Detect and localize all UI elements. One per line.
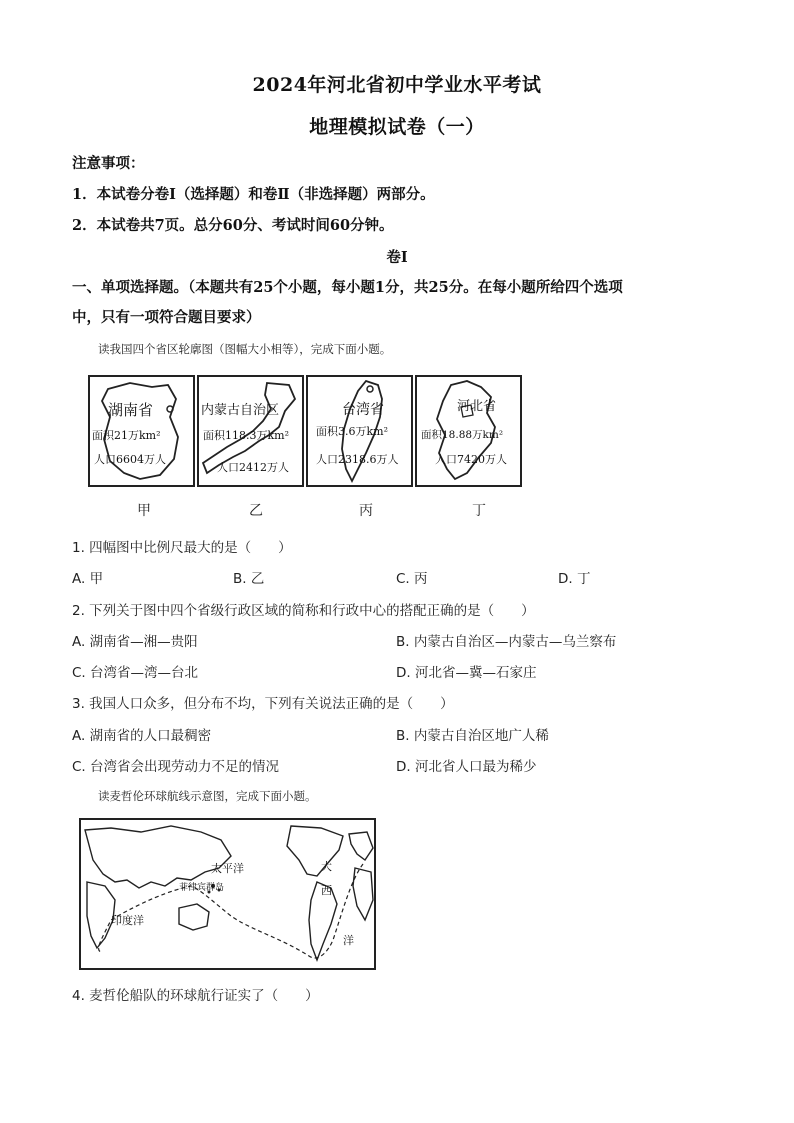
label-atlantic-1: 大 [321,860,332,873]
map-hunan [88,375,195,487]
label-atlantic-3: 洋 [343,934,354,947]
question-3-option-d[interactable]: D. 河北省人口最为稀少 [396,759,537,775]
question-3-option-a[interactable]: A. 湖南省的人口最稠密 [72,728,212,744]
notes-item-2: 2．本试卷共7页。总分60分、考试时间60分钟。 [72,217,394,234]
map-neimenggu [197,375,304,487]
map-neimenggu-pop: 人口2412万人 [217,461,289,474]
map-caption-jia: 甲 [137,503,151,519]
map-hebei-name: 河北省 [457,399,497,414]
map-taiwan-name: 台湾省 [342,402,384,418]
intro-provinces: 读我国四个省区轮廓图（图幅大小相等），完成下面小题。 [98,342,392,356]
map-caption-yi: 乙 [249,503,263,519]
label-philippines: 菲律宾群岛 [179,883,225,893]
map-caption-bing: 丙 [359,503,373,519]
question-3-option-c[interactable]: C. 台湾省会出现劳动力不足的情况 [72,759,280,775]
map-hebei [415,375,522,487]
map-hebei-pop: 人口7420万人 [435,453,507,466]
map-hunan-area: 面积21万km² [92,429,161,442]
question-2-option-b[interactable]: B. 内蒙古自治区—内蒙古—乌兰察布 [396,634,617,650]
map-taiwan-area: 面积3.6万km² [316,425,388,438]
map-taiwan-pop: 人口2318.6万人 [316,453,399,466]
question-3-option-b[interactable]: B. 内蒙古自治区地广人稀 [396,728,549,744]
page-title: 2024年河北省初中学业水平考试 [252,74,542,96]
question-1-option-c[interactable]: C. 丙 [396,571,428,587]
magellan-route-map [79,818,376,970]
question-2-option-a[interactable]: A. 湖南省—湘—贵阳 [72,634,198,650]
section-label: 卷Ⅰ [386,249,408,266]
question-1-stem: 1. 四幅图中比例尺最大的是（ ） [72,540,292,556]
notes-item-1: 1．本试卷分卷Ⅰ（选择题）和卷Ⅱ（非选择题）两部分。 [72,186,435,203]
question-2-option-c[interactable]: C. 台湾省—湾—台北 [72,665,199,681]
page-subtitle: 地理模拟试卷（一） [309,116,485,138]
question-3-stem: 3. 我国人口众多，但分布不均，下列有关说法正确的是（ ） [72,696,454,712]
question-1-option-d[interactable]: D. 丁 [558,571,591,587]
question-2-stem: 2. 下列关于图中四个省级行政区域的简称和行政中心的搭配正确的是（ ） [72,603,535,619]
label-indian-ocean: 印度洋 [111,914,144,927]
map-caption-ding: 丁 [472,503,486,519]
notes-heading: 注意事项： [72,155,145,172]
map-hunan-name: 湖南省 [108,401,154,419]
question-1-option-a[interactable]: A. 甲 [72,571,104,587]
map-hebei-area: 面积18.88万km² [421,429,504,441]
map-hunan-pop: 人口6604万人 [94,453,166,466]
part1-instructions-line1: 一、单项选择题。（本题共有25个小题，每小题1分，共25分。在每小题所给四个选项 [72,279,623,296]
map-neimenggu-area: 面积118.3万km² [203,429,289,442]
question-4-stem: 4. 麦哲伦船队的环球航行证实了（ ） [72,988,319,1004]
map-neimenggu-name: 内蒙古自治区 [201,403,280,418]
question-1-option-b[interactable]: B. 乙 [233,571,265,587]
intro-magellan: 读麦哲伦环球航线示意图，完成下面小题。 [98,789,317,803]
label-atlantic-2: 西 [321,884,332,897]
map-taiwan [306,375,413,487]
label-pacific: 太平洋 [211,862,244,875]
question-2-option-d[interactable]: D. 河北省—冀—石家庄 [396,665,537,681]
part1-instructions-line2: 中，只有一项符合题目要求） [72,309,261,326]
